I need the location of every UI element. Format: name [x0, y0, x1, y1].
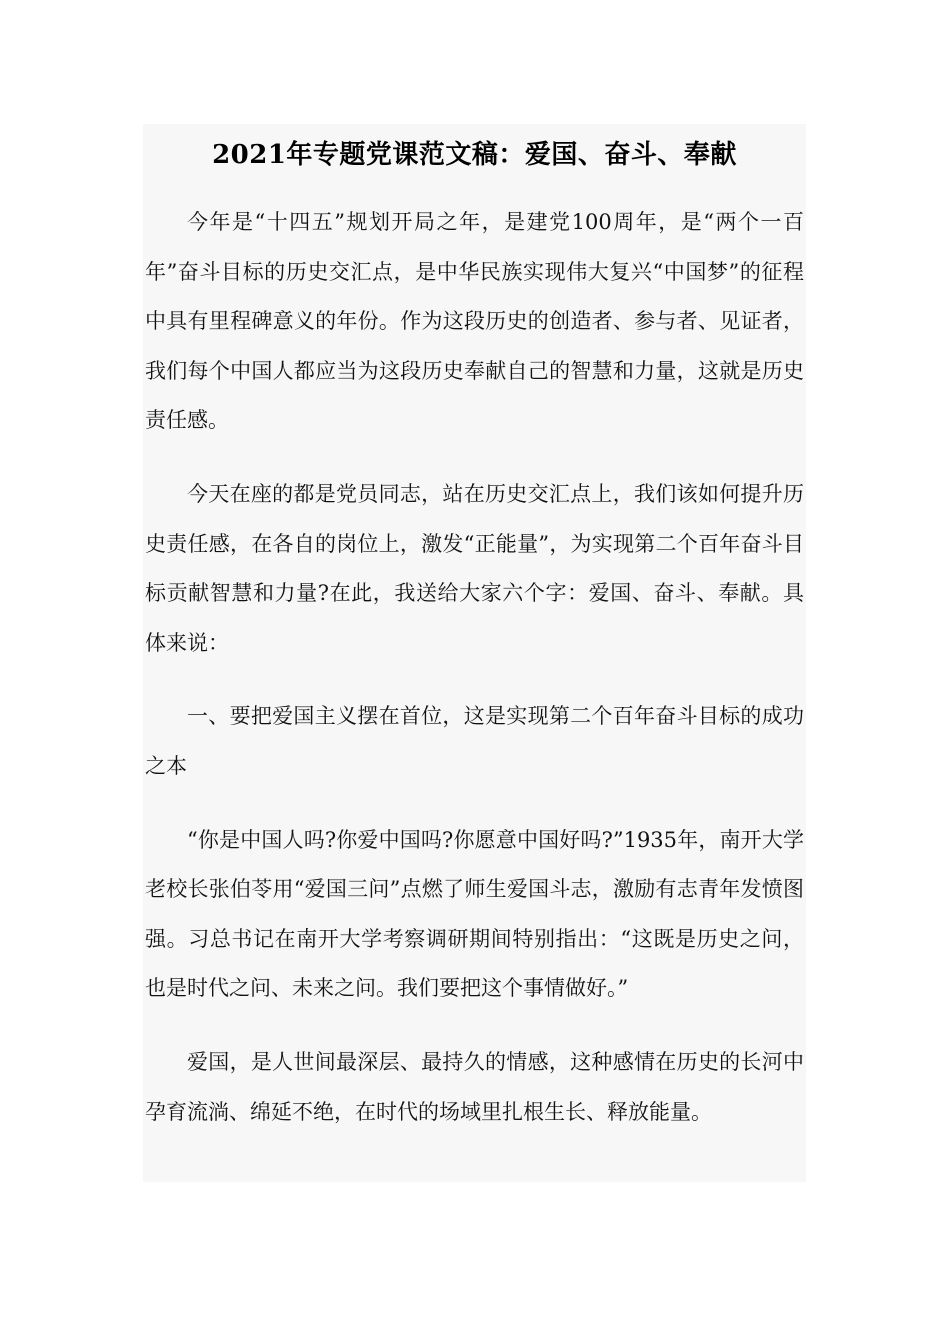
paragraph-quote: “你是中国人吗?你爱中国吗?你愿意中国好吗?”1935年，南开大学老校长张伯苓用“爱国三问”点燃了师生爱国斗志，激励有志青年发愤图强。习总书记在南开大学考察调研期间特别指出：“这既是历史之问，也是时代之问、未来之问。我们要把这个事情做好。”	[145, 827, 804, 1001]
document-title: 2021年专题党课范文稿：爱国、奋斗、奉献	[212, 140, 737, 170]
paragraph-intro: 今年是“十四五”规划开局之年，是建党100周年，是“两个一百年”奋斗目标的历史交汇点，是中华民族实现伟大复兴“中国梦”的征程中具有里程碑意义的年份。作为这段历史的创造者、参与者、见证者，我们每个中国人都应当为这段历史奉献自己的智慧和力量，这就是历史责任感。	[145, 210, 804, 433]
document-body	[145, 198, 804, 1161]
document-page	[143, 124, 806, 1182]
section-heading-1: 一、要把爱国主义摆在首位，这是实现第二个百年奋斗目标的成功之本	[145, 704, 804, 778]
paragraph-context: 今天在座的都是党员同志，站在历史交汇点上，我们该如何提升历史责任感，在各自的岗位上，激发“正能量”，为实现第二个百年奋斗目标贡献智慧和力量?在此，我送给大家六个字：爱国、奋斗、奉献。具体来说：	[145, 481, 804, 655]
paragraph-patriotism: 爱国，是人世间最深层、最持久的情感，这种感情在历史的长河中孕育流淌、绵延不绝，在时代的场域里扎根生长、释放能量。	[145, 1049, 804, 1124]
